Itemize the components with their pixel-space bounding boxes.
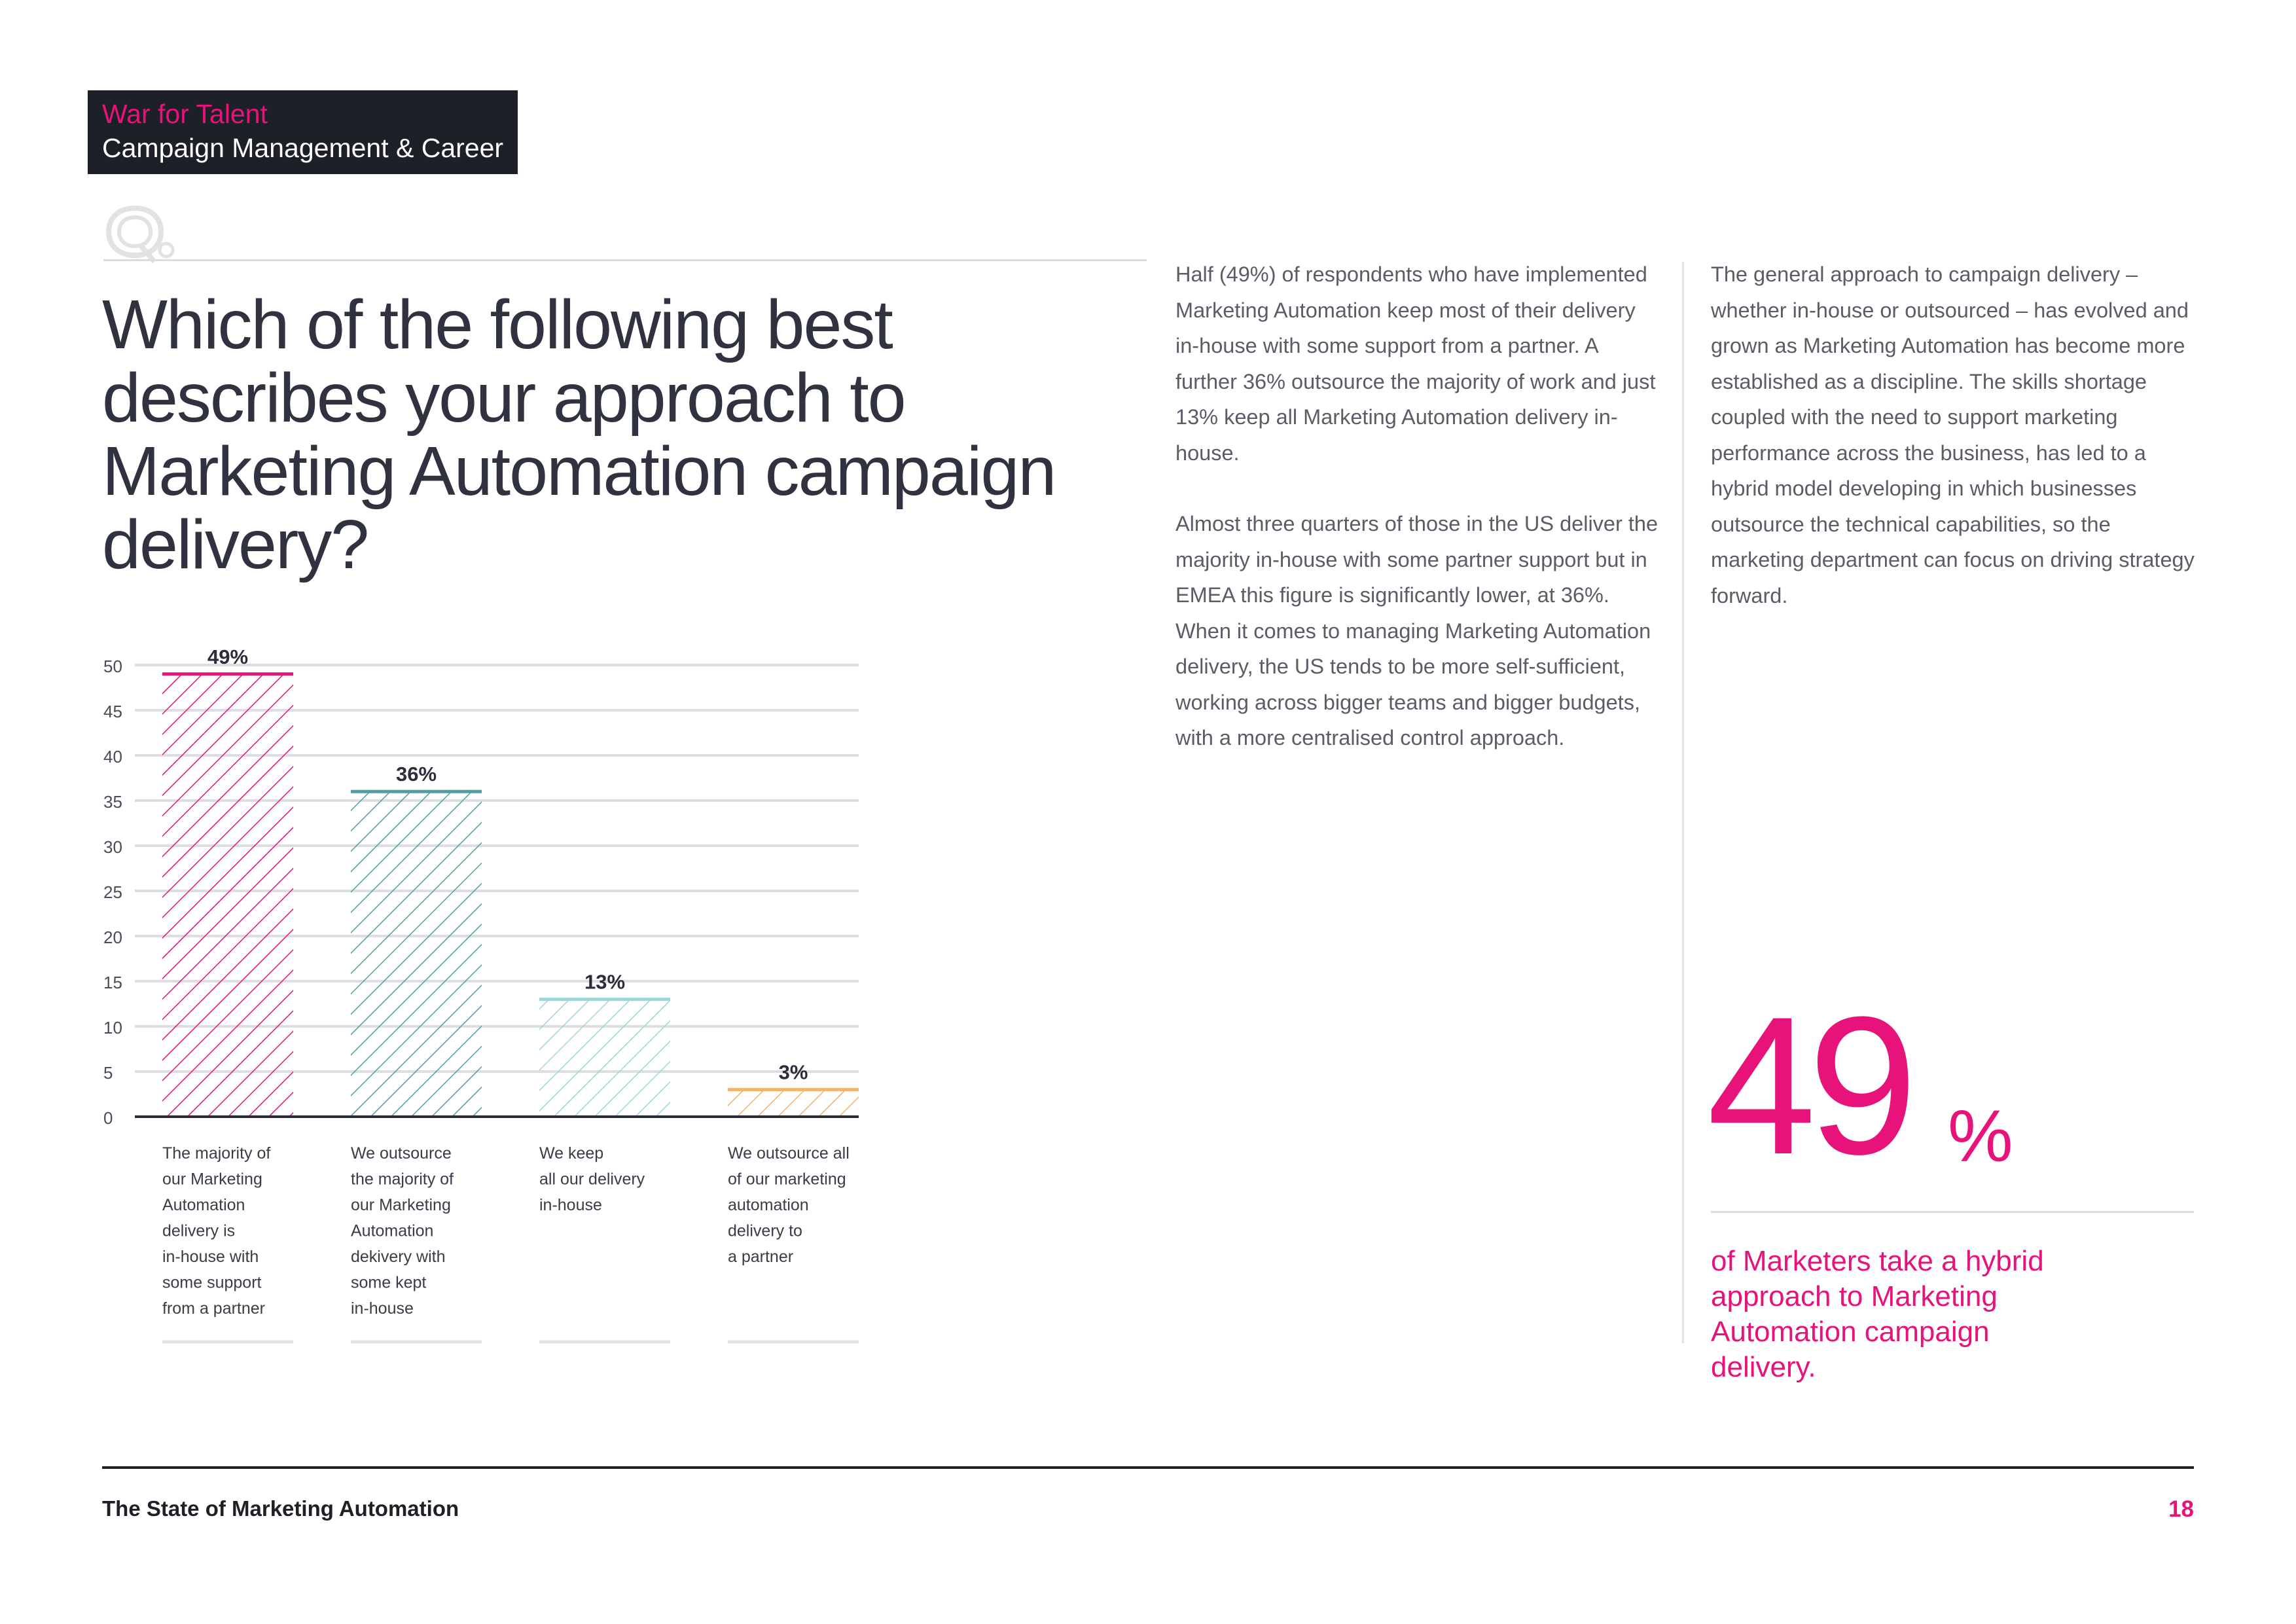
category-label: delivery is <box>162 1221 236 1240</box>
data-label: 49% <box>207 645 249 668</box>
category-label: Automation <box>162 1196 245 1214</box>
category-label: from a partner <box>162 1299 266 1318</box>
subsection-title: Campaign Management & Career <box>102 133 504 163</box>
category-label: in-house <box>539 1196 602 1214</box>
y-tick-label: 0 <box>103 1108 113 1128</box>
y-tick-label: 15 <box>103 973 122 992</box>
bar <box>728 1090 859 1117</box>
data-label: 13% <box>584 970 626 994</box>
category-label: We outsource <box>351 1144 452 1163</box>
category-label: a partner <box>728 1248 794 1266</box>
y-tick-label: 5 <box>103 1063 113 1083</box>
stat-unit: % <box>1948 1095 2013 1177</box>
y-tick-label: 30 <box>103 837 122 857</box>
page-number: 18 <box>2168 1496 2194 1522</box>
category-label: The majority of <box>162 1144 271 1163</box>
category-label: in-house <box>351 1299 414 1318</box>
bar <box>162 674 293 1117</box>
footer-divider <box>102 1466 2194 1469</box>
stat-number: 49 <box>1707 975 1910 1195</box>
section-title: War for Talent <box>102 99 268 129</box>
question-heading: Which of the following best describes your approach to Marketing Automation campaign delivery? <box>102 286 1056 583</box>
category-label: delivery to <box>728 1221 802 1240</box>
category-label: our Marketing <box>351 1196 451 1214</box>
category-label: of our marketing <box>728 1170 846 1189</box>
stat-caption: of Marketers take a hybrid approach to Marketing Automation campaign delivery. <box>1711 1245 2044 1383</box>
y-tick-label: 35 <box>103 792 122 812</box>
data-label: 3% <box>778 1060 808 1084</box>
category-label: the majority of <box>351 1170 454 1189</box>
category-label: some support <box>162 1273 262 1292</box>
body-paragraph: The general approach to campaign delivery – whether in-house or outsourced – has evolved and grown as Marketing Automation has become more established as a discipline. The skills shortage coupled with the need to support marketing performance across the business, has led to a hybrid model developing in which businesses outsource the technical capabilities, so the marketing department can focus on driving strategy forward. <box>1711 262 2195 607</box>
bar <box>351 791 482 1117</box>
y-tick-label: 25 <box>103 882 122 902</box>
category-label: Automation <box>351 1221 434 1240</box>
y-tick-label: 20 <box>103 928 122 947</box>
category-label: automation <box>728 1196 809 1214</box>
data-label: 36% <box>395 763 437 786</box>
bar <box>539 1000 670 1117</box>
category-label: all our delivery <box>539 1170 645 1189</box>
y-tick-label: 50 <box>103 657 122 676</box>
category-label: We outsource all <box>728 1144 850 1163</box>
category-label: some kept <box>351 1273 427 1292</box>
y-tick-label: 10 <box>103 1018 122 1038</box>
category-label: in-house with <box>162 1248 259 1266</box>
body-paragraph: Almost three quarters of those in the US deliver the majority in-house with some partner support but in EMEA this figure is significantly lower, at 36%. When it comes to managing Marketing Automation delivery, the US tends to be more self-sufficient, working across bigger teams and bigger budgets, with a more centralised control approach. <box>1175 512 1659 749</box>
y-tick-label: 45 <box>103 702 122 721</box>
category-label: dekivery with <box>351 1248 446 1266</box>
body-paragraph: Half (49%) of respondents who have implemented Marketing Automation keep most of their delivery in-house with some support from a partner. A further 36% outsource the majority of work and just 13% keep all Marketing Automation delivery in-house. <box>1175 262 1656 465</box>
y-tick-label: 40 <box>103 747 122 767</box>
category-label: We keep <box>539 1144 604 1163</box>
footer-title: The State of Marketing Automation <box>102 1496 459 1521</box>
category-label: our Marketing <box>162 1170 262 1189</box>
